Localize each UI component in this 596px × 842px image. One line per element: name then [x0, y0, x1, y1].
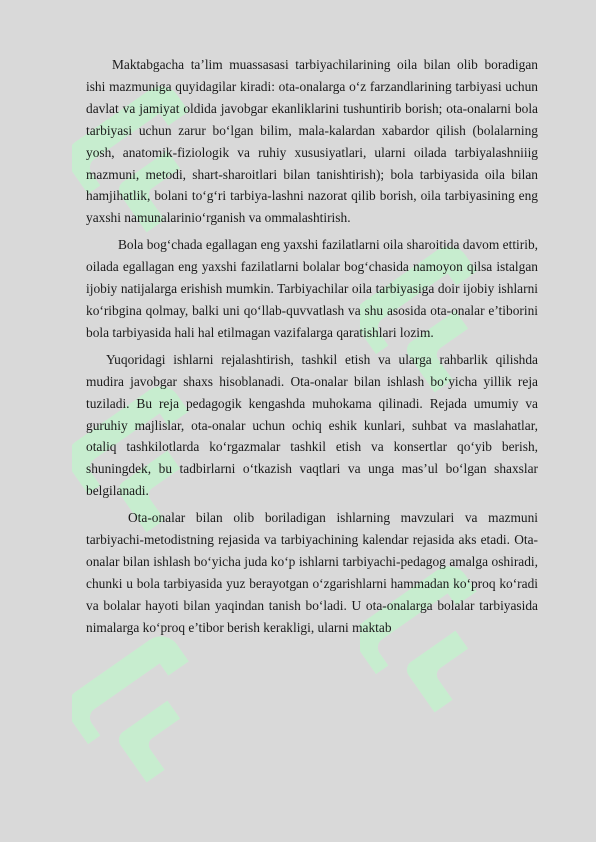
paragraph: Ota-onalar bilan olib boriladigan ishlarning mavzulari va mazmuni tarbiyachi-metodistning rejasida va tarbiyachining kalendar rejasida aks etadi. Ota-onalar bilan ishlash bo‘yicha juda ko‘p ishlarni tarbiyachi-pedagog amalga oshiradi, chunki u bola tarbiyasida yuz berayotgan o‘zgarishlarni hammadan ko‘proq ko‘radi va bolalar hayoti bilan yaqindan tanish bo‘ladi. U ota-onalarga bolalar tarbiyasida nimalarga ko‘proq e’tibor berish kerakligi, ularni maktab: [86, 510, 538, 635]
paragraph: Bola bog‘chada egallagan eng yaxshi fazilatlarni oila sharoitida davom ettirib, oilada egallagan eng yaxshi fazilatlarni bolalar bog‘chasida namoyon qilsa istalgan ijobiy natijalarga erishish mumkin. Tarbiyachilar oila tarbiyasiga doir ijobiy ishlarni ko‘ribgina qolmay, balki uni qo‘llab-quvvatlash va shu asosida ota-onalar e’tiborini bola tarbiyasida hali hal etilmagan vazifalarga qaratishlari lozim.: [86, 237, 538, 340]
watermark-logo-icon: [72, 630, 222, 800]
paragraph: Maktabgacha ta’lim muassasasi tarbiyachilarining oila bilan olib boradigan ishi mazmuniga quyidagilar kiradi: ota-onalarga o‘z farzandlarining tarbiyasi uchun davlat va jamiyat oldida javobgar ekanliklarini tushuntirib borish; ota-onalarni bola tarbiyasi uchun zarur bo‘lgan bilim, mala-kalardan xabardor qilish (bolalarning yosh, anatomik-fiziologik va ruhiy xususiyatlari, ularni oilada tarbiyalashniiig mazmuni, metodi, shart-sharoitlari bilan tanishtirish); bola tarbiyasida oila bilan hamjihatlik, bolani to‘g‘ri tarbiya-lashni nazorat qilib borish, oila tarbiyasining eng yaxshi namunalarinio‘rganish va ommalashtirish.: [86, 57, 538, 226]
document-body: [86, 54, 538, 639]
paragraph: Yuqoridagi ishlarni rejalashtirish, tashkil etish va ularga rahbarlik qilishda mudira javobgar shaxs hisoblanadi. Ota-onalar bilan ishlash bo‘yicha yillik reja tuziladi. Bu reja pedagogik kengashda muhokama qilinadi. Rejada umumiy va guruhiy majlislar, ota-onalar uchun ochiq eshik kunlari, suhbat va maslahatlar, otaliq tashkilotlarda ko‘rgazmalar tashkil etish va konsertlar qo‘yib berish, shuningdek, bu tadbirlarni o‘tkazish vaqtlari va unga mas’ul bo‘lgan shaxslar belgilanadi.: [86, 351, 538, 499]
